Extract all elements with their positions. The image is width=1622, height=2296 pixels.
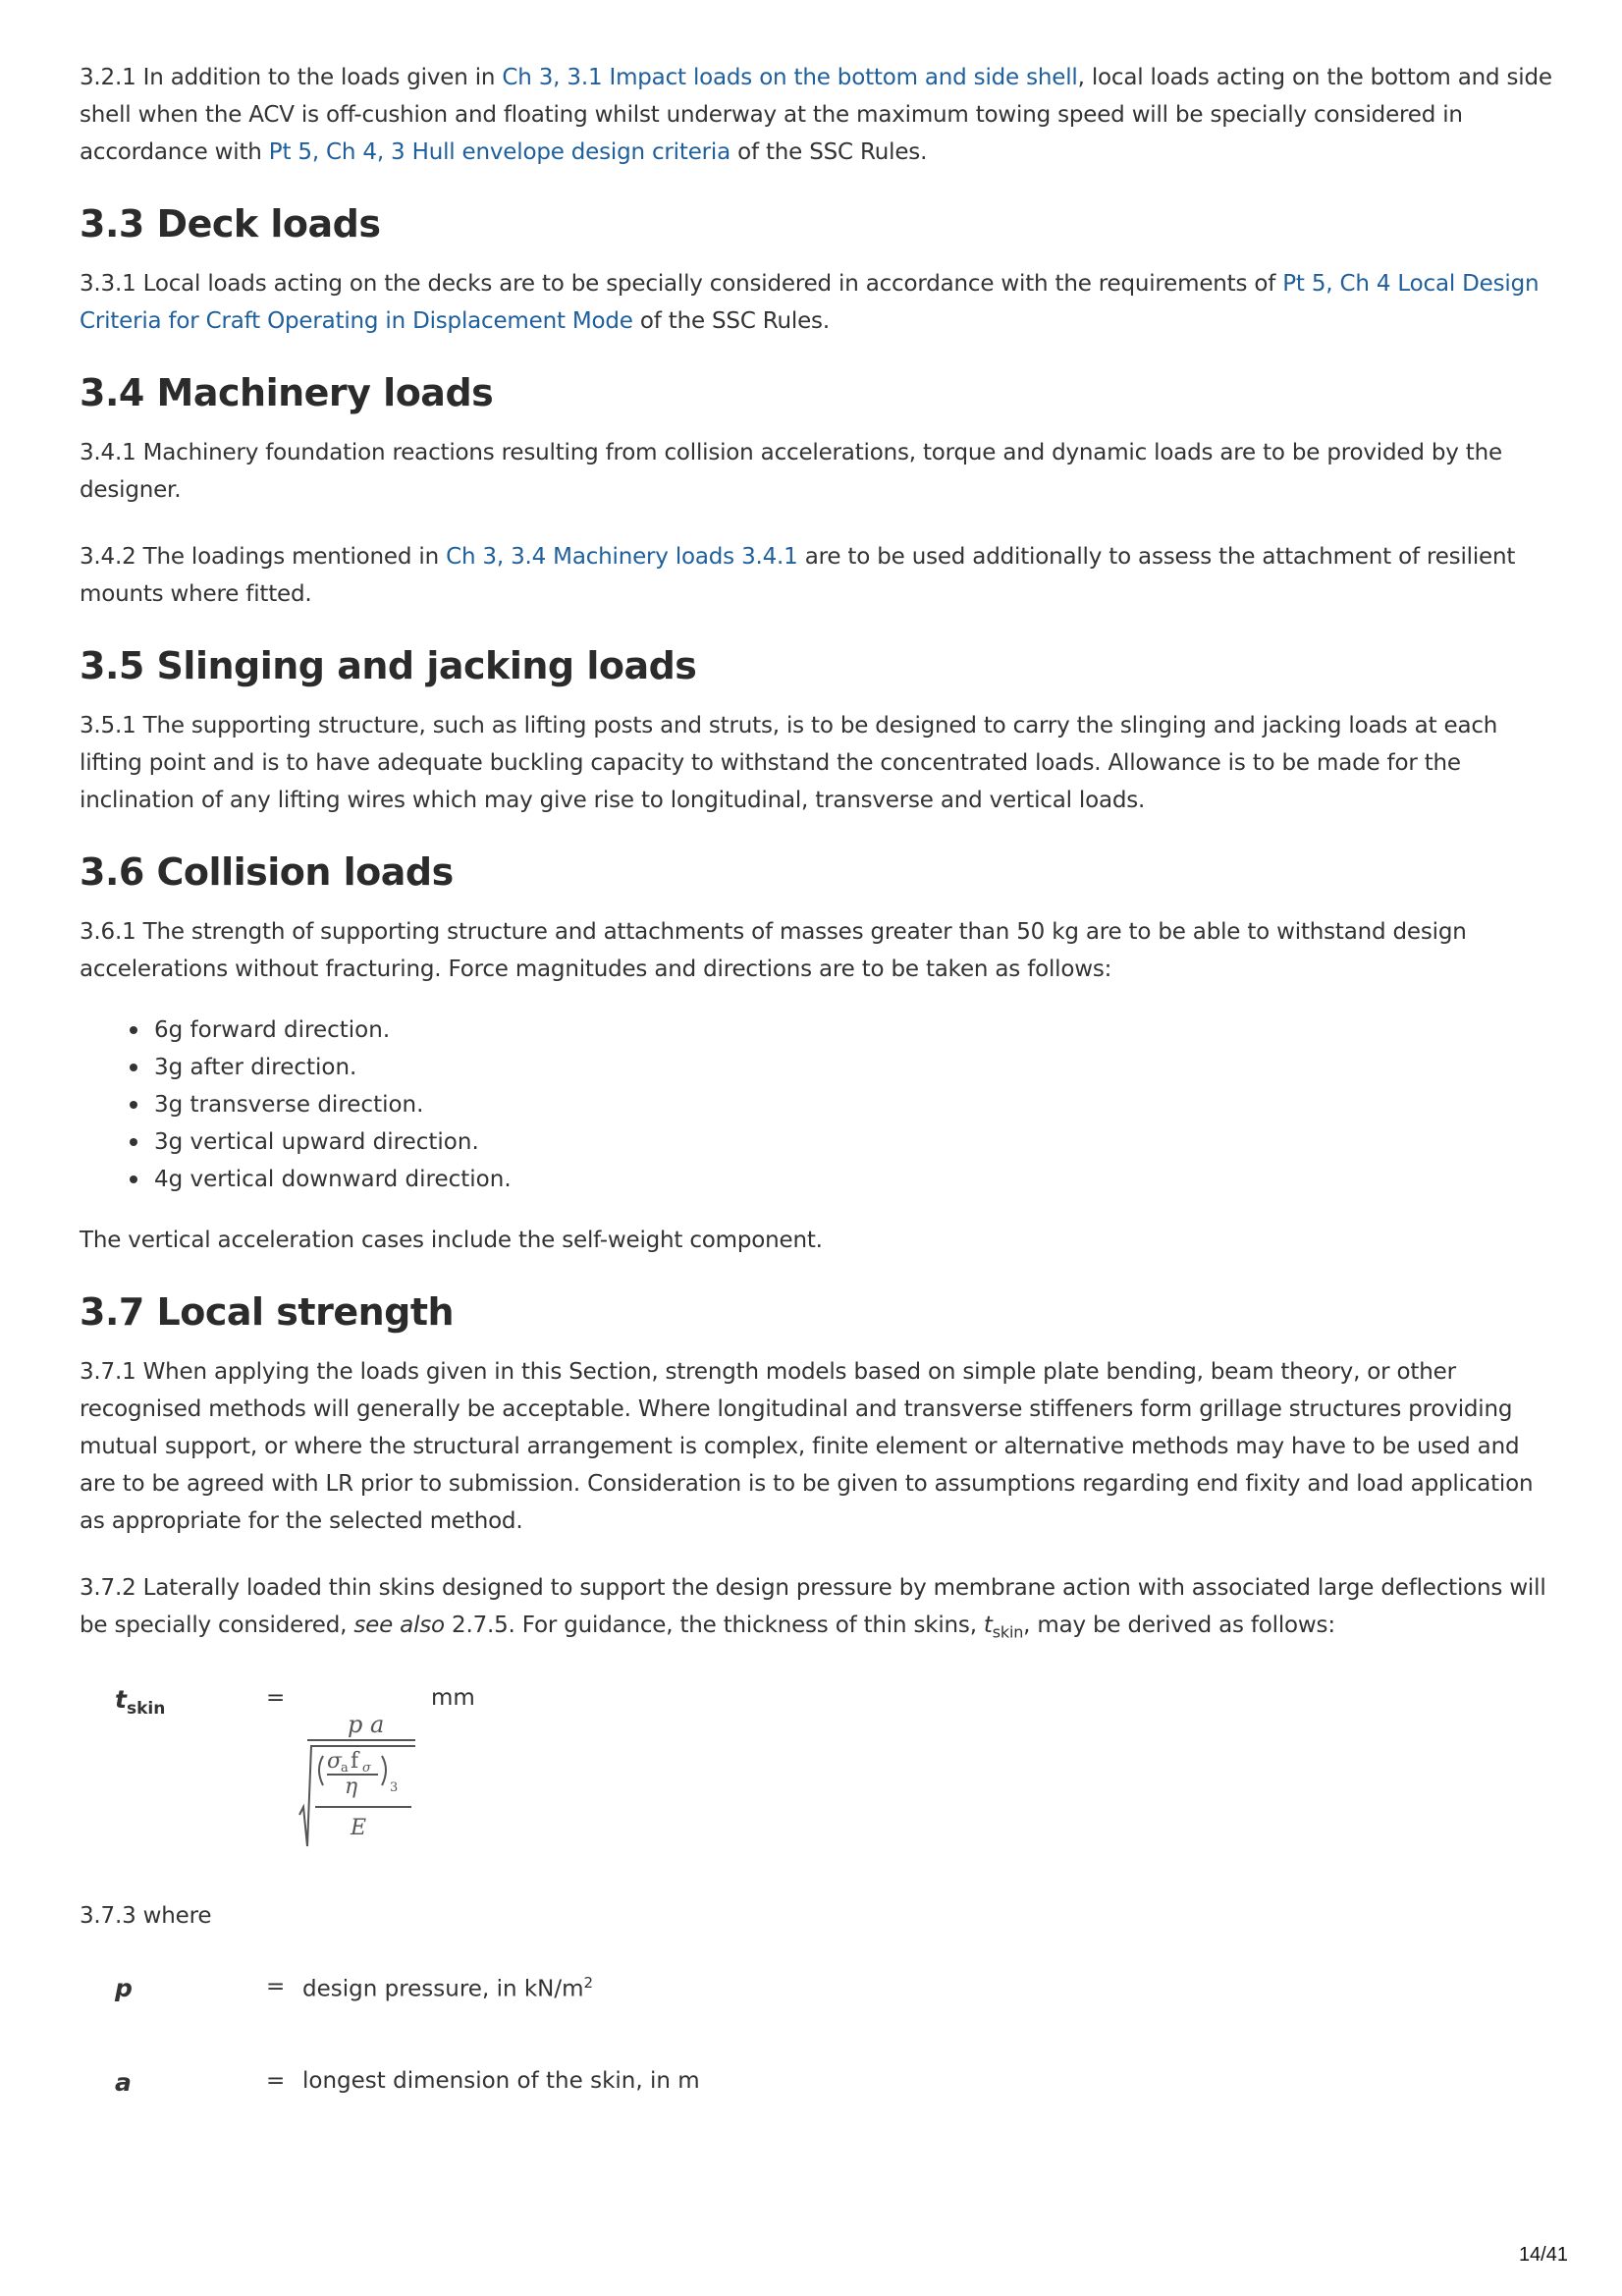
- heading-3-5: 3.5 Slinging and jacking loads: [80, 644, 697, 687]
- definition-a: [80, 2068, 1562, 2107]
- definition-sup: 2: [583, 1973, 594, 1992]
- para-3-4-2: [80, 538, 1562, 613]
- para-3-6-1: 3.6.1 The strength of supporting structure and attachments of masses greater than 50 kg are to be able to withstand design accelerations without fracturing. Force magnitudes and directions are to be taken as follows:: [80, 919, 1467, 982]
- page-number: 14/41: [1518, 2244, 1568, 2266]
- definition-symbol: a: [115, 2067, 132, 2097]
- definition-text: longest dimension of the skin, in m: [302, 2067, 700, 2094]
- t-symbol: t: [983, 1613, 993, 1638]
- para-text: of the SSC Rules.: [730, 139, 928, 165]
- list-item: 6g forward direction.: [154, 1011, 1562, 1049]
- link-pt5-ch4-local-design[interactable]: Pt 5, Ch 4 Local Design Criteria for Craft Operating in Displacement Mode: [80, 271, 1540, 334]
- definition-equals: =: [266, 2067, 286, 2094]
- formula-symbol-sub: skin: [126, 1698, 166, 1719]
- para-text: of the SSC Rules.: [632, 308, 830, 334]
- exponent: 3: [390, 1779, 399, 1795]
- heading-3-6: 3.6 Collision loads: [80, 850, 454, 894]
- formula-unit: mm: [431, 1684, 475, 1711]
- para-3-4-1: 3.4.1 Machinery foundation reactions resulting from collision accelerations, torque and dynamic loads are to be provided by the designer.: [80, 440, 1502, 503]
- right-paren: [382, 1756, 386, 1785]
- vertical-note: The vertical acceleration cases include the self-weight component.: [80, 1228, 823, 1253]
- f-sub: σ: [362, 1760, 371, 1776]
- list-item: 4g vertical downward direction.: [154, 1161, 1562, 1198]
- denominator: E: [351, 1815, 367, 1840]
- definition-p: [80, 1974, 1562, 2013]
- para-3-7-2: [80, 1569, 1562, 1652]
- list-item: 3g transverse direction.: [154, 1086, 1562, 1123]
- list-item: 3g after direction.: [154, 1049, 1562, 1086]
- formula-graphic: [294, 1709, 421, 1856]
- para-text: 3.4.2 The loadings mentioned in: [80, 544, 447, 570]
- formula-fraction: [294, 1709, 421, 1856]
- definition-equals: =: [266, 1973, 286, 1999]
- para-text: , local loads acting on the bottom and side shell when the ACV is off-cushion and floating whilst underway at the maximum towing speed will be specially considered in accordance with: [80, 65, 1552, 165]
- heading-3-3: 3.3 Deck loads: [80, 202, 381, 246]
- para-text: 3.3.1 Local loads acting on the decks are to be specially considered in accordance with the requirements of: [80, 271, 1283, 297]
- formula-symbol: $t_{skin}$: [115, 1684, 166, 1719]
- see-also-text: see also: [353, 1613, 445, 1638]
- sigma-sub: a: [341, 1760, 349, 1776]
- formula-numerator: p a: [348, 1710, 385, 1738]
- link-ch3-3-1[interactable]: Ch 3, 3.1 Impact loads on the bottom and side shell: [502, 65, 1078, 90]
- formula-equals: =: [266, 1684, 286, 1711]
- f-symbol: f: [351, 1748, 359, 1774]
- para-text: 3.7.2 Laterally loaded thin skins designed to support the design pressure by membrane action with associated large deflections will be specially considered,: [80, 1575, 1546, 1638]
- definition-text: design pressure, in $kN/m^2$: [302, 1973, 594, 2002]
- para-text: are to be used additionally to assess the attachment of resilient mounts where fitted.: [80, 544, 1516, 607]
- thickness-formula: [80, 1679, 1562, 1856]
- document-page: [80, 59, 1562, 2107]
- heading-3-7: 3.7 Local strength: [80, 1290, 455, 1334]
- link-pt5-ch4-3[interactable]: Pt 5, Ch 4, 3 Hull envelope design criteria: [268, 139, 730, 165]
- eta: η: [345, 1774, 358, 1799]
- para-3-7-3: 3.7.3 where: [80, 1902, 212, 1929]
- list-item: 3g vertical upward direction.: [154, 1123, 1562, 1161]
- para-text: , may be derived as follows:: [1023, 1613, 1335, 1638]
- heading-3-4: 3.4 Machinery loads: [80, 371, 494, 414]
- para-text: 3.2.1 In addition to the loads given in: [80, 65, 503, 90]
- para-3-7-1: 3.7.1 When applying the loads given in this Section, strength models based on simple plate bending, beam theory, or other recognised methods will generally be acceptable. Where longitudinal and transverse stiffeners form grillage structures providing mutual support, or where the structural arrangement is complex, finite element or alternative methods may have to be used and are to be agreed with LR prior to submission. Consideration is to be given to assumptions regarding end fixity and load application as appropriate for the selected method.: [80, 1359, 1534, 1534]
- para-3-3-1: [80, 265, 1562, 340]
- t-subscript: skin: [992, 1622, 1024, 1642]
- para-text: 2.7.5. For guidance, the thickness of thin skins,: [444, 1613, 984, 1638]
- para-3-2-1: [80, 59, 1562, 171]
- sigma: σ: [327, 1748, 343, 1774]
- definition-symbol: p: [115, 1973, 133, 2002]
- para-3-5-1: 3.5.1 The supporting structure, such as lifting posts and struts, is to be designed to carry the slinging and jacking loads at each lifting point and is to have adequate buckling capacity to withstand the concentrated loads. Allowance is to be made for the inclination of any lifting wires which may give rise to longitudinal, transverse and vertical loads.: [80, 713, 1498, 813]
- collision-list: [80, 1011, 1562, 1198]
- left-paren: [319, 1756, 323, 1785]
- link-ch3-3-4[interactable]: Ch 3, 3.4 Machinery loads 3.4.1: [446, 544, 798, 570]
